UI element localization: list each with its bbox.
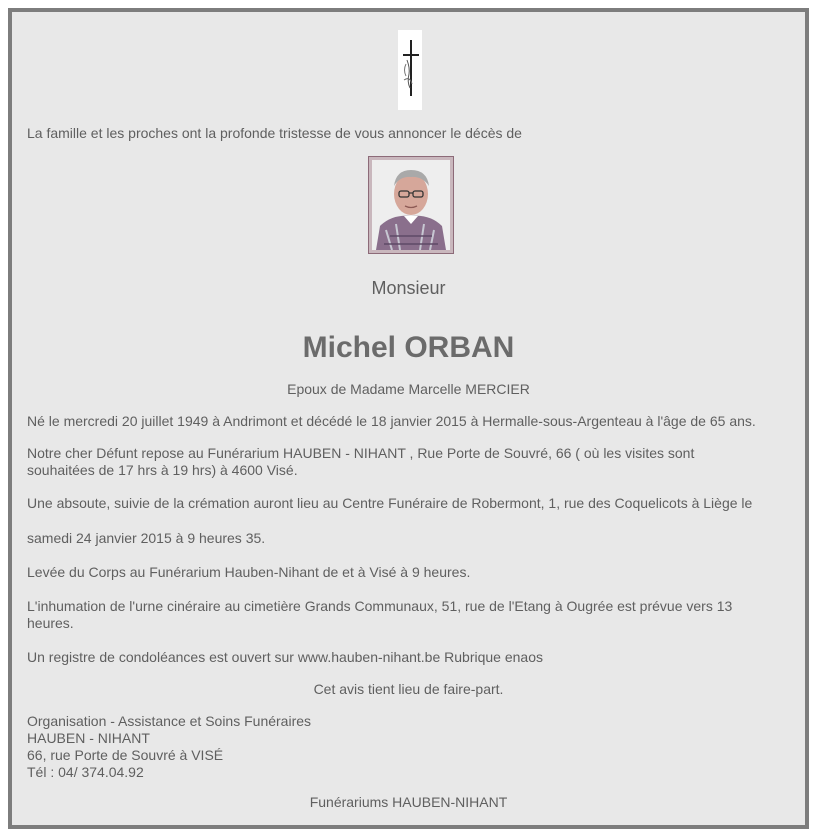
organisation-line: Organisation - Assistance et Soins Funéraires	[27, 713, 312, 729]
deceased-name: Michel ORBAN	[302, 331, 515, 364]
levee-paragraph: Levée du Corps au Funérarium Hauben-Nihant de et à Visé à 9 heures.	[27, 564, 471, 580]
intro-text: La famille et les proches ont la profonde tristesse de vous annoncer le décès de	[27, 125, 522, 141]
funerarium-paragraph: Notre cher Défunt repose au Funérarium HAUBEN - NIHANT , Rue Porte de Souvré, 66 ( où les visites sont souhaitées de 17 hrs à 19 hrs) à 4600 Visé.	[27, 445, 695, 478]
ceremony-date: samedi 24 janvier 2015 à 9 heures 35.	[27, 530, 266, 546]
salutation: Monsieur	[371, 278, 446, 298]
cross-emblem-icon	[398, 30, 422, 110]
organisation-block	[27, 713, 311, 781]
organisation-phone: Tél : 04/ 374.04.92	[27, 764, 144, 780]
condolences-paragraph: Un registre de condoléances est ouvert sur www.hauben-nihant.be Rubrique enaos	[27, 649, 543, 665]
spouse-text: Epoux de Madame Marcelle MERCIER	[287, 381, 530, 397]
obituary-card	[8, 8, 809, 829]
organisation-address: 66, rue Porte de Souvré à VISÉ	[27, 747, 224, 763]
birth-death-paragraph: Né le mercredi 20 juillet 1949 à Andrimont et décédé le 18 janvier 2015 à Hermalle-sous-Argenteau à l'âge de 65 ans.	[27, 413, 756, 429]
ceremony-paragraph: Une absoute, suivie de la crémation auront lieu au Centre Funéraire de Robermont, 1, rue des Coquelicots à Liège le	[27, 495, 753, 511]
footer-text: Funérariums HAUBEN-NIHANT	[309, 794, 508, 810]
deceased-portrait	[368, 156, 454, 254]
organisation-name: HAUBEN - NIHANT	[27, 730, 150, 746]
notice-text: Cet avis tient lieu de faire-part.	[313, 681, 504, 697]
inhumation-paragraph: L'inhumation de l'urne cinéraire au cimetière Grands Communaux, 51, rue de l'Etang à Ougrée est prévue vers 13 heures.	[27, 598, 733, 631]
